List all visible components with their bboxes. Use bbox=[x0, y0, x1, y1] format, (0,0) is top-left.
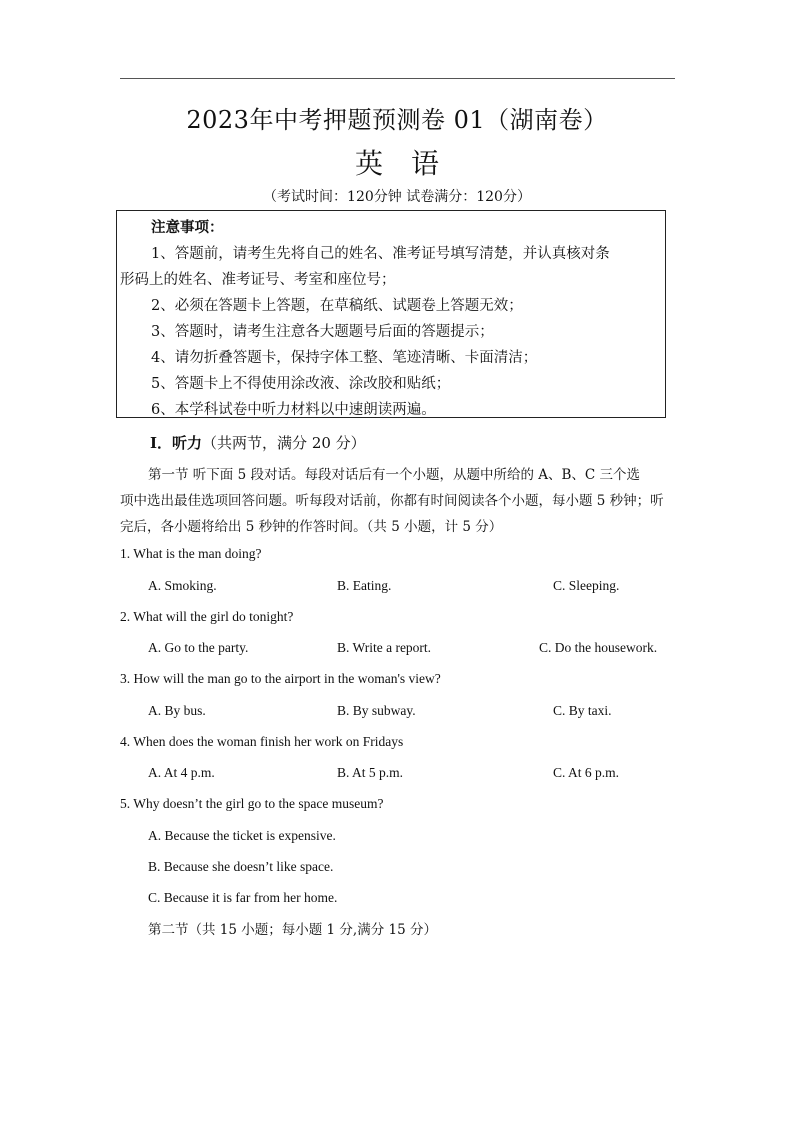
notice-line-4: 3、答题时，请考生注意各大题题号后面的答题提示； bbox=[151, 324, 494, 340]
q2-option-b: B. Write a report. bbox=[337, 640, 432, 655]
question-3-stem: 3. How will the man go to the airport in the woman's view? bbox=[120, 671, 441, 686]
notice-box bbox=[116, 210, 666, 418]
question-4-stem: 4. When does the woman finish her work on Fridays bbox=[120, 734, 404, 749]
q4-option-c: C. At 6 p.m. bbox=[553, 765, 620, 780]
notice-line-6: 5、答题卡上不得使用涂改液、涂改胶和贴纸； bbox=[151, 376, 451, 392]
part1-intro bbox=[120, 462, 680, 540]
part2-heading: 第二节（共 15 小题；每小题 1 分,满分 15 分） bbox=[148, 922, 437, 938]
q3-option-c: C. By taxi. bbox=[553, 703, 612, 718]
section-detail: （共两节，满分 20 分） bbox=[202, 434, 366, 452]
q5-option-a: A. Because the ticket is expensive. bbox=[148, 828, 336, 843]
intro-line-1: 第一节 听下面 5 段对话。每段对话后有一个小题，从题中所给的 A、B、C 三个选 bbox=[148, 467, 641, 483]
notice-heading: 注意事项： bbox=[151, 219, 224, 236]
notice-line-7: 6、本学科试卷中听力材料以中速朗读两遍。 bbox=[151, 402, 436, 418]
notice-line-2: 形码上的姓名、准考证号、考室和座位号； bbox=[120, 272, 396, 288]
intro-line-3: 完后，各小题将给出 5 秒钟的作答时间。（共 5 小题，计 5 分） bbox=[120, 519, 503, 535]
section-heading bbox=[150, 432, 366, 453]
top-rule bbox=[120, 78, 675, 79]
q5-option-b: B. Because she doesn’t like space. bbox=[148, 859, 334, 874]
exam-title: 2023年中考押题预测卷 01（湖南卷） bbox=[186, 106, 608, 134]
q2-option-c: C. Do the housework. bbox=[539, 640, 658, 655]
q3-option-b: B. By subway. bbox=[337, 703, 416, 718]
intro-line-2: 项中选出最佳选项回答问题。听每段对话前，你都有时间阅读各个小题，每小题 5 秒钟；听 bbox=[120, 493, 664, 509]
q2-option-a: A. Go to the party. bbox=[148, 640, 249, 655]
q1-option-b: B. Eating. bbox=[337, 578, 392, 593]
subject-title: 英语 bbox=[354, 147, 467, 180]
notice-line-1: 1、答题前，请考生先将自己的姓名、准考证号填写清楚，并认真核对条 bbox=[151, 246, 610, 262]
q4-option-a: A. At 4 p.m. bbox=[148, 765, 215, 780]
notice-line-3: 2、必须在答题卡上答题，在草稿纸、试题卷上答题无效； bbox=[151, 298, 523, 314]
question-1-stem: 1. What is the man doing? bbox=[120, 546, 262, 561]
q3-option-a: A. By bus. bbox=[148, 703, 206, 718]
question-5-stem: 5. Why doesn’t the girl go to the space museum? bbox=[120, 796, 384, 811]
exam-info: （考试时间：120分钟 试卷满分：120分） bbox=[263, 189, 531, 205]
q1-option-c: C. Sleeping. bbox=[553, 578, 620, 593]
question-2-stem: 2. What will the girl do tonight? bbox=[120, 609, 294, 624]
notice-line-5: 4、请勿折叠答题卡，保持字体工整、笔迹清晰、卡面清洁； bbox=[151, 350, 538, 366]
q4-option-b: B. At 5 p.m. bbox=[337, 765, 404, 780]
section-number: I． bbox=[150, 434, 173, 452]
section-name: 听力 bbox=[172, 434, 203, 452]
q5-option-c: C. Because it is far from her home. bbox=[148, 890, 338, 905]
q1-option-a: A. Smoking. bbox=[148, 578, 217, 593]
